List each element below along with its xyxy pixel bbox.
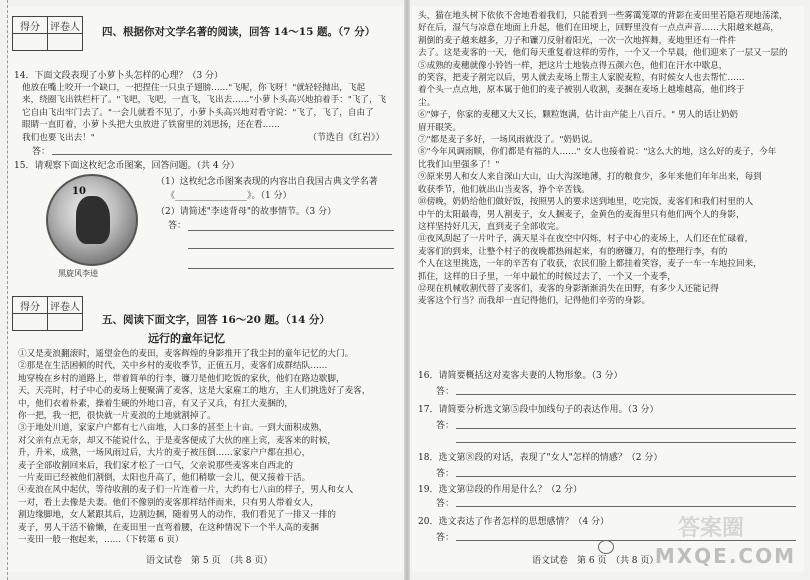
answer-label: 答：: [436, 387, 455, 397]
answer-line[interactable]: [52, 154, 392, 155]
passage-line: 割边缘脚地，女人紧跟其后，边割边捆，随着男人的动作，我们看见了一排又一排的: [18, 510, 336, 521]
passage-line: ⑧"今年风调雨顺，你们都是有福的人……" 女人也接着说："这么大的地，这么好的麦子，今年: [418, 147, 777, 158]
passage-line: 眼睛一直盯着，小萝卜头把大虫放进了铁窗里的刘思扬，还在看……: [22, 120, 280, 131]
answer-label: 答：: [436, 533, 455, 543]
binding-margin: [0, 0, 8, 580]
answer-line[interactable]: [188, 248, 394, 249]
passage-line: 中，他们衣着朴素，操着生硬的外地口音，有又子又兵，有扛大麦捆的，: [18, 398, 294, 409]
wechat-icon: [598, 540, 614, 554]
q14-source: （节选自《红岩》）: [308, 133, 385, 143]
question-18: 18．选文第⑧段的对话，表现了"女人"怎样的情感？（2 分）: [418, 453, 663, 463]
passage-line: 他放在嘴上咬开一个缺口，一把捏住一只虫子翅膀……"飞呢，你飞呀！"就轻轻抛出，飞起: [22, 83, 366, 93]
passage-line: ⑪夜风刮起了一片叶子，满天星斗在夜空中闪烁，村子中心的麦场上，人们还在忙碌着，: [418, 234, 754, 245]
score-box: [12, 16, 83, 51]
passage-line: ⑩傍晚，奶奶给他们做好饭，按照男人的要求送到地里，吃完饭，麦客们和我们村里的人: [418, 197, 754, 208]
passage-line: 比我们山里强多了！": [418, 159, 500, 170]
passage-line: ⑨原来男人和女人来自深山大山，山大沟深地薄，打的粮食少，多年来他们年年出来，每到: [418, 172, 762, 183]
q15-sub2: （2）请简述"李逵背母"的故事情节。（3 分）: [156, 207, 337, 217]
passage-line: 收获季节，他们就出山当麦客，挣个辛苦钱。: [418, 184, 590, 195]
passage-line: 来，绕圈飞出铁栏杆了。"飞吧，飞吧，一直飞，飞出去……"小萝卜头高兴地拍着手："飞了，飞: [22, 95, 387, 106]
passage-line: 尘。: [418, 97, 436, 108]
passage-line: 中午的太阳最毒，男人割麦子，女人捆麦子，金黄色的麦海里只有他们两个人的身影，: [418, 209, 745, 220]
passage-line: 个人在这里挑选，一年的辛苦有了收获，农民们脸上都挂着笑容，麦子一车一车地拉回来，: [418, 259, 762, 270]
passage-line: 麦子，男人干活不偷懒，在麦田里一直弯着腰，在这种情况下一个半人高的麦捆: [18, 522, 319, 533]
page-footer-left: 语文试卷 第 5 页 （共 8 页）: [146, 556, 273, 566]
answer-label: 答：: [436, 499, 455, 509]
passage-line: 一对，看上去像是夫妻。他们不像别的麦客那样结伴而来，只有男人带着女人，: [18, 497, 319, 508]
grader-label: 评卷人: [48, 17, 83, 34]
answer-line[interactable]: [456, 428, 796, 429]
answer-line[interactable]: [188, 268, 394, 269]
passage-line: 你一把，我一把，很快就一片麦浪的土地就割掉了。: [18, 411, 216, 422]
passage-line: 的笑容，把麦子割完以后，男人就去麦场上帮主人家脱麦粒，有时候女人也去帮忙……: [418, 73, 745, 84]
passage-line: ①又是麦浪翻滚时，遥望金色的麦田，麦客辉煌的身影推开了我尘封的童年记忆的大门。: [18, 349, 354, 359]
passage-line: 升，升米，成熟，一场风雨过后，大片的麦子被压倒……家家户户都在担心，: [18, 448, 311, 459]
passage-line: 对父亲有点无奈，却又不能说什么，于是麦客便成了大伙的座上宾，麦客来的时候，: [18, 435, 336, 446]
watermark: MXQE.COM: [654, 544, 796, 568]
answer-label: 答：: [436, 469, 455, 479]
passage-line: 头，猫在地头树下依依不舍地看着我们，只能看到一些雾霭笼罩的背影在麦田里若隐若现地荡漾，: [418, 11, 788, 21]
passage-line: ⑫现在机械收割代替了麦客们，麦客的身影渐渐消失在田野，有多少人还能记得: [418, 283, 719, 294]
score-label: 得分: [13, 297, 48, 314]
score-box: [12, 296, 83, 331]
passage-line: 地穿梭在乡村的道路上，带着简单的行李，镰刀是他们吃饭的家伙，他们在路边歇脚，: [18, 373, 345, 384]
coin-number: 10: [72, 186, 86, 197]
passage-line: 麦客这个行当？而我却一直记得他们，记得他们辛劳的身影。: [418, 296, 651, 307]
answer-label: 答：: [32, 147, 51, 157]
passage-line: 抓住，这样的日子里，一年中最忙的时候过去了，一个又一个麦季，: [418, 271, 676, 282]
watermark-cn: 答案圈: [677, 516, 744, 541]
passage-line: 割倒的麦子越来越多，刀子和镰刀反射着阳光，一次一次地挥舞，麦地里还有一件件: [418, 35, 736, 46]
passage-line: 天，天亮时，村子中心的麦场上便聚满了麦客，这是大家雇工的地方，主人们挑选好了麦客，: [18, 386, 371, 397]
passage-line: ②那是在生活困顿的时代，关中乡村的麦收季节，正值五月，麦客们成群结队……: [18, 361, 328, 372]
question-19: 19．选文第⑫段的作用是什么？（2 分）: [418, 485, 583, 495]
answer-line[interactable]: [188, 230, 394, 231]
answer-label: 答：: [168, 221, 187, 231]
passage-line: 着个头一点点地，原本属于他们的麦子被别人收割，麦捆在麦场上越堆越高，他们终于: [418, 85, 745, 96]
coin-caption: 黑旋风李逵: [58, 269, 98, 278]
passage-line: 它自由飞出牢门去了。"一会儿就看不见了，小萝卜头高兴地对看守说："飞了，飞了，自由了: [22, 107, 374, 118]
passage-line: 麦客们的到来，让整个村子的夜晚都热闹起来，有的磨镰刀，有的整理行李，有的: [418, 246, 728, 257]
reading-passage-continued: [418, 10, 800, 308]
question-20: 20．选文表达了作者怎样的思想感情？（4 分）: [418, 517, 610, 527]
passage-line: 一麦田一般一抱起来，……（下转第 6 页）: [18, 535, 184, 546]
left-page: [8, 6, 402, 572]
question-16: 16．请简要概括这对麦客夫妻的人物形象。（3 分）: [418, 371, 623, 381]
passage-line: 好在后，湿气与凉意在地面上升起，他们在田埂上，回野里没有一点点声音……大阳越来越高，: [418, 23, 779, 34]
passage-line: ③于地处川道，家家户户都有七八亩地，人口多的甚至上十亩。一到大面积成熟，: [18, 423, 328, 434]
right-page: [412, 6, 804, 572]
passage-line: 一片麦田已经被他们割倒，太阳也升高了，他们稍歇一会儿，便又接着干活。: [18, 473, 311, 484]
passage-title: 远行的童年记忆: [148, 332, 225, 345]
page-footer-right: 语文试卷 第 6 页 （共 8 页）: [532, 556, 659, 566]
passage-line: 麦子全部收割回来后，我们家才松了一口气，父亲说那些麦客来自西北的: [18, 460, 294, 471]
passage-line: ⑥"婶子，你家的麦穗又大又长，颗粒饱满，估计亩产能上八百斤。" 男人的话让奶奶: [418, 110, 739, 121]
grader-label: 评卷人: [48, 297, 83, 314]
question-17: 17．请简要分析选文第⑤段中加线句子的表达作用。（3 分）: [418, 405, 659, 415]
passage-line: 眉开眼笑。: [418, 122, 461, 133]
passage-line: ⑦"都是麦子多好，一场风雨就没了。"奶奶说。: [418, 135, 598, 146]
passage-line: ④麦浪在风中起伏，等待收割的麦子们一片连着一片，大约有七八亩的样子，男人和女人: [18, 485, 354, 496]
section-4-title: 四、根据你对文学名著的阅读，回答 14～15 题。（7 分）: [102, 26, 376, 38]
passage-line: 我们也要飞出去！": [22, 132, 95, 143]
section-5-title: 五、阅读下面文字，回答 16～20 题。（14 分）: [102, 314, 331, 326]
answer-line[interactable]: [456, 442, 796, 443]
answer-line[interactable]: [456, 476, 796, 477]
li-kui-figure-icon: [76, 196, 110, 244]
passage-line: 去了。这是麦客的一天，他们每天重复着这样的劳作，一个又一个早晨，他们迎来了一层又一层的: [418, 48, 788, 59]
commemorative-coin-image: [46, 174, 138, 266]
answer-line[interactable]: [456, 506, 796, 507]
reading-passage: [18, 348, 398, 547]
answer-line[interactable]: [456, 540, 796, 541]
question-15: 15．请观察下面这枚纪念币图案，回答问题。（共 4 分）: [14, 161, 240, 171]
score-label: 得分: [13, 17, 48, 34]
page-fold: [404, 0, 410, 580]
question-14: 14．下面文段表现了小萝卜头怎样的心理？（3 分）: [14, 71, 224, 81]
passage-line: ⑤成熟的麦穗就像小铃铛一样，把这片土地装点得五颜六色，他们在汗水中歇息，: [418, 60, 728, 71]
q15-sub1: （1）这枚纪念币图案表现的内容出自我国古典文学名著: [156, 177, 378, 187]
passage-line: 这样坚持好几天，直到麦子全部收完。: [418, 221, 565, 232]
q15-sub1-blank[interactable]: 《________________》。（1 分）: [166, 191, 292, 201]
answer-line[interactable]: [456, 394, 796, 395]
answer-label: 答：: [436, 421, 455, 431]
